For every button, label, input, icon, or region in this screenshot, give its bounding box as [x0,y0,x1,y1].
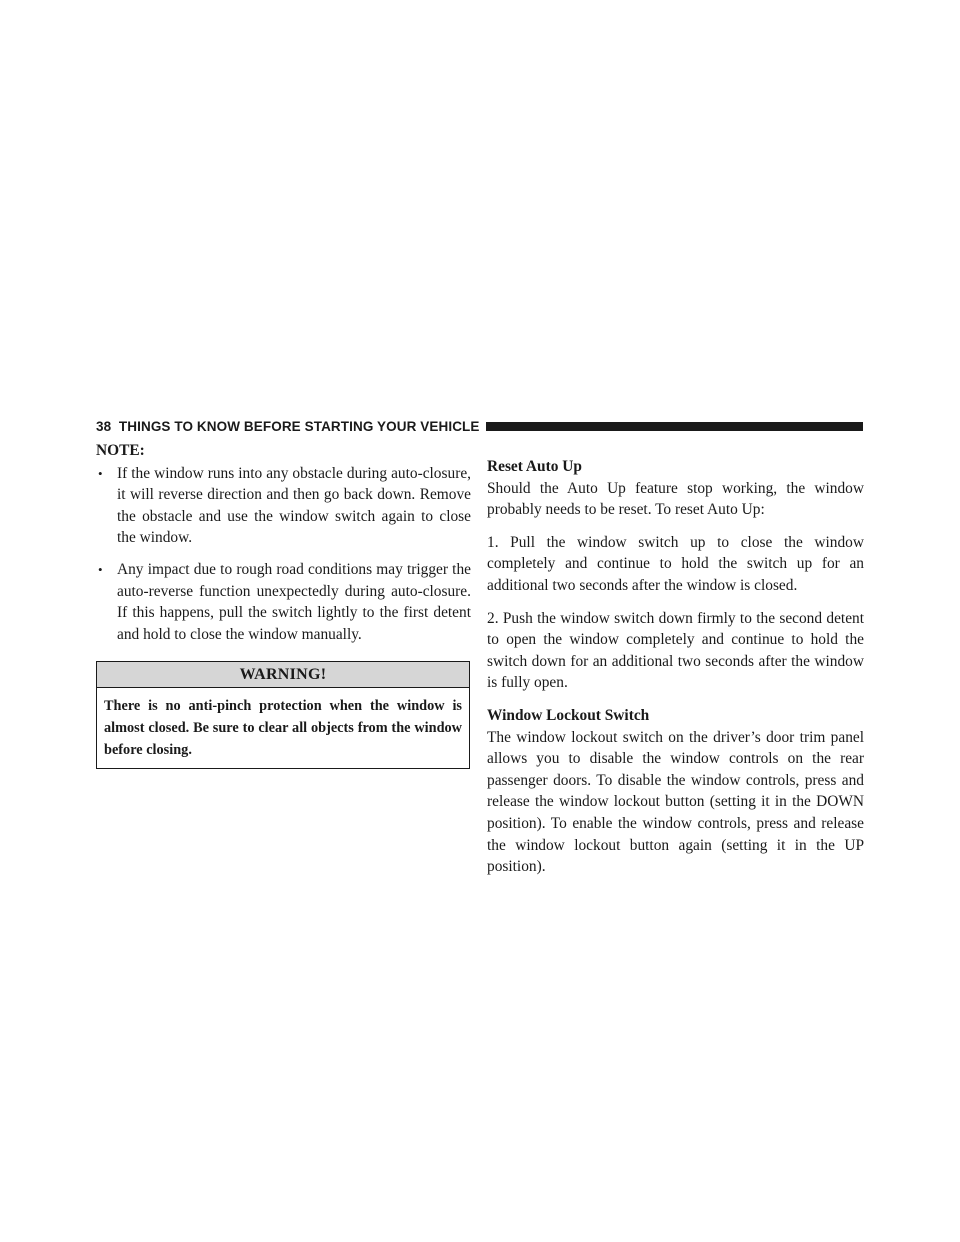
note-list [96,463,471,646]
list-item [96,559,471,645]
section-title: THINGS TO KNOW BEFORE STARTING YOUR VEHICLE [118,418,480,434]
lockout-paragraph: The window lockout switch on the driver’s door trim panel allows you to disable the window controls on the rear passenger doors. To disable the window controls, press and release the window lockout button (setting it in the DOWN position). To enable the window controls, press and release the window lockout button again (setting it in the UP position). [487,728,864,876]
bullet-icon: • [98,561,103,577]
header-rule [486,422,864,431]
reset-intro-paragraph: Should the Auto Up feature stop working, the window probably needs to be reset. To reset Auto Up: [487,479,864,519]
warning-body: There is no anti-pinch protection when the window is almost closed. Be sure to clear all objects from the window before closing. [104,698,462,758]
window-lockout-heading: Window Lockout Switch [487,706,650,724]
reset-step-2: 2. Push the window switch down firmly to the second detent to open the window completely and continue to hold the switch down for an additional two seconds after the window is fully open. [487,609,864,692]
list-item-text: Any impact due to rough road conditions may trigger the auto-reverse function unexpectedly during auto-closure. If this happens, pull the switch lightly to the first detent and hold to close the window manually. [117,560,471,643]
page-header-text [96,419,480,434]
bullet-icon: • [98,465,103,481]
reset-auto-up-heading: Reset Auto Up [487,458,582,475]
page-number: 38 [96,418,112,434]
right-column [487,440,864,878]
warning-title: WARNING! [97,662,469,688]
warning-box [96,661,470,769]
list-item-text: If the window runs into any obstacle during auto-closure, it will reverse direction and then go back down. Remove the obstacle and use the window switch again to close the window. [117,464,471,547]
left-column [96,440,471,769]
page-header [96,416,863,436]
reset-step-1: 1. Pull the window switch up to close the window completely and continue to hold the switch up for an additional two seconds after the window is closed. [487,533,864,594]
spacer [487,440,864,456]
note-title: NOTE: [96,442,145,459]
list-item [96,463,471,549]
